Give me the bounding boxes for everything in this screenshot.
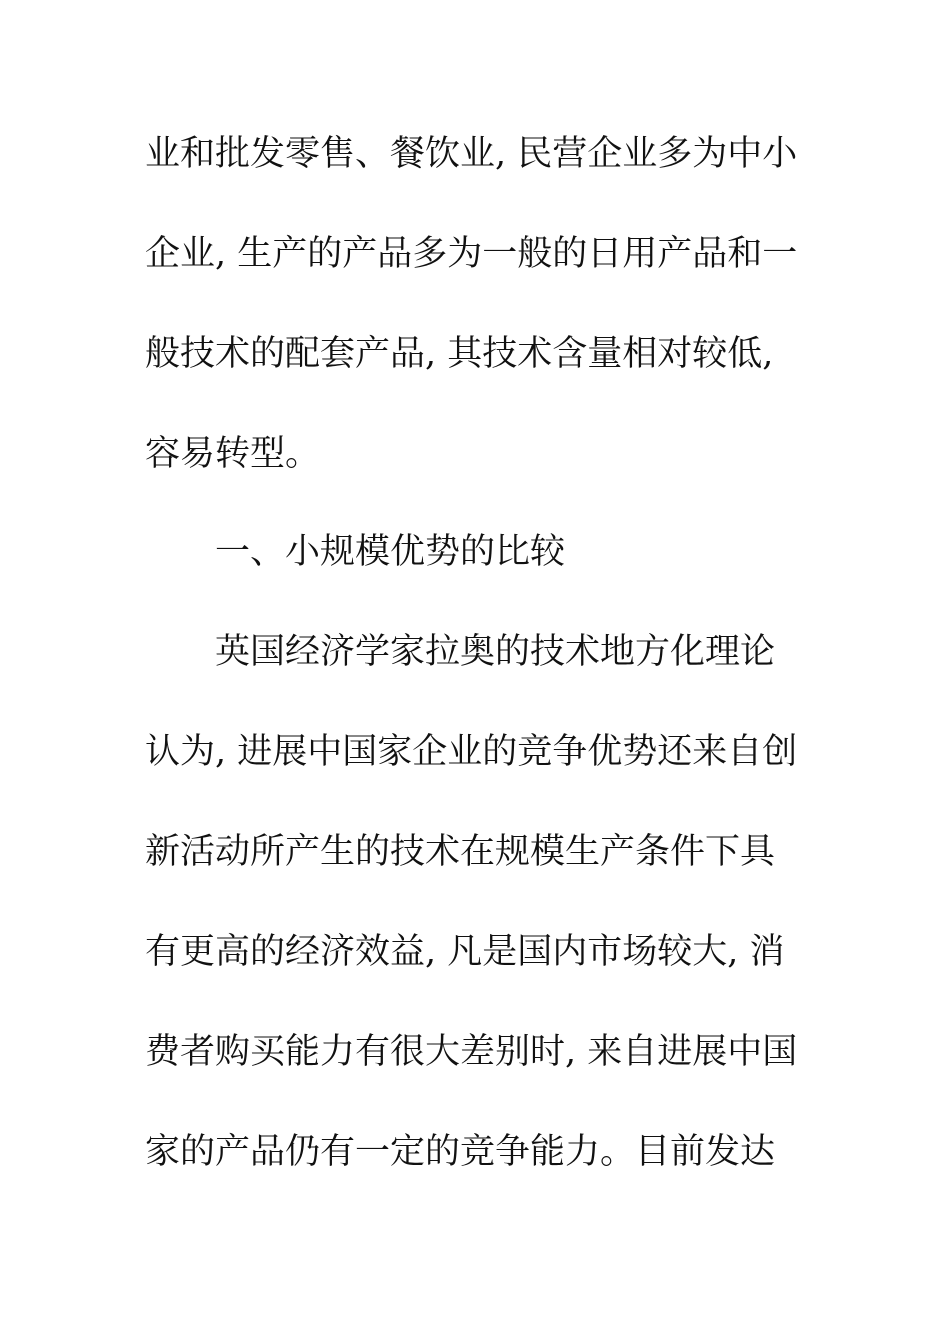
paragraph-line: 企业, 生产的产品多为一般的日用产品和一 <box>145 234 798 274</box>
paragraph-line: 英国经济学家拉奥的技术地方化理论 <box>215 632 776 672</box>
paragraph-line: 新活动所产生的技术在规模生产条件下具 <box>145 832 776 872</box>
paragraph-line: 业和批发零售、餐饮业, 民营企业多为中小 <box>145 134 798 174</box>
paragraph-line: 认为, 进展中国家企业的竞争优势还来自创 <box>145 732 798 772</box>
paragraph-line: 有更高的经济效益, 凡是国内市场较大, 消 <box>145 932 785 972</box>
paragraph-line: 家的产品仍有一定的竞争能力。目前发达 <box>145 1132 776 1172</box>
paragraph-line: 费者购买能力有很大差别时, 来自进展中国 <box>145 1032 798 1072</box>
paragraph-line: 容易转型。 <box>145 434 321 474</box>
section-heading: 一、小规模优势的比较 <box>215 532 566 572</box>
paragraph-line: 般技术的配套产品, 其技术含量相对较低, <box>145 334 774 374</box>
